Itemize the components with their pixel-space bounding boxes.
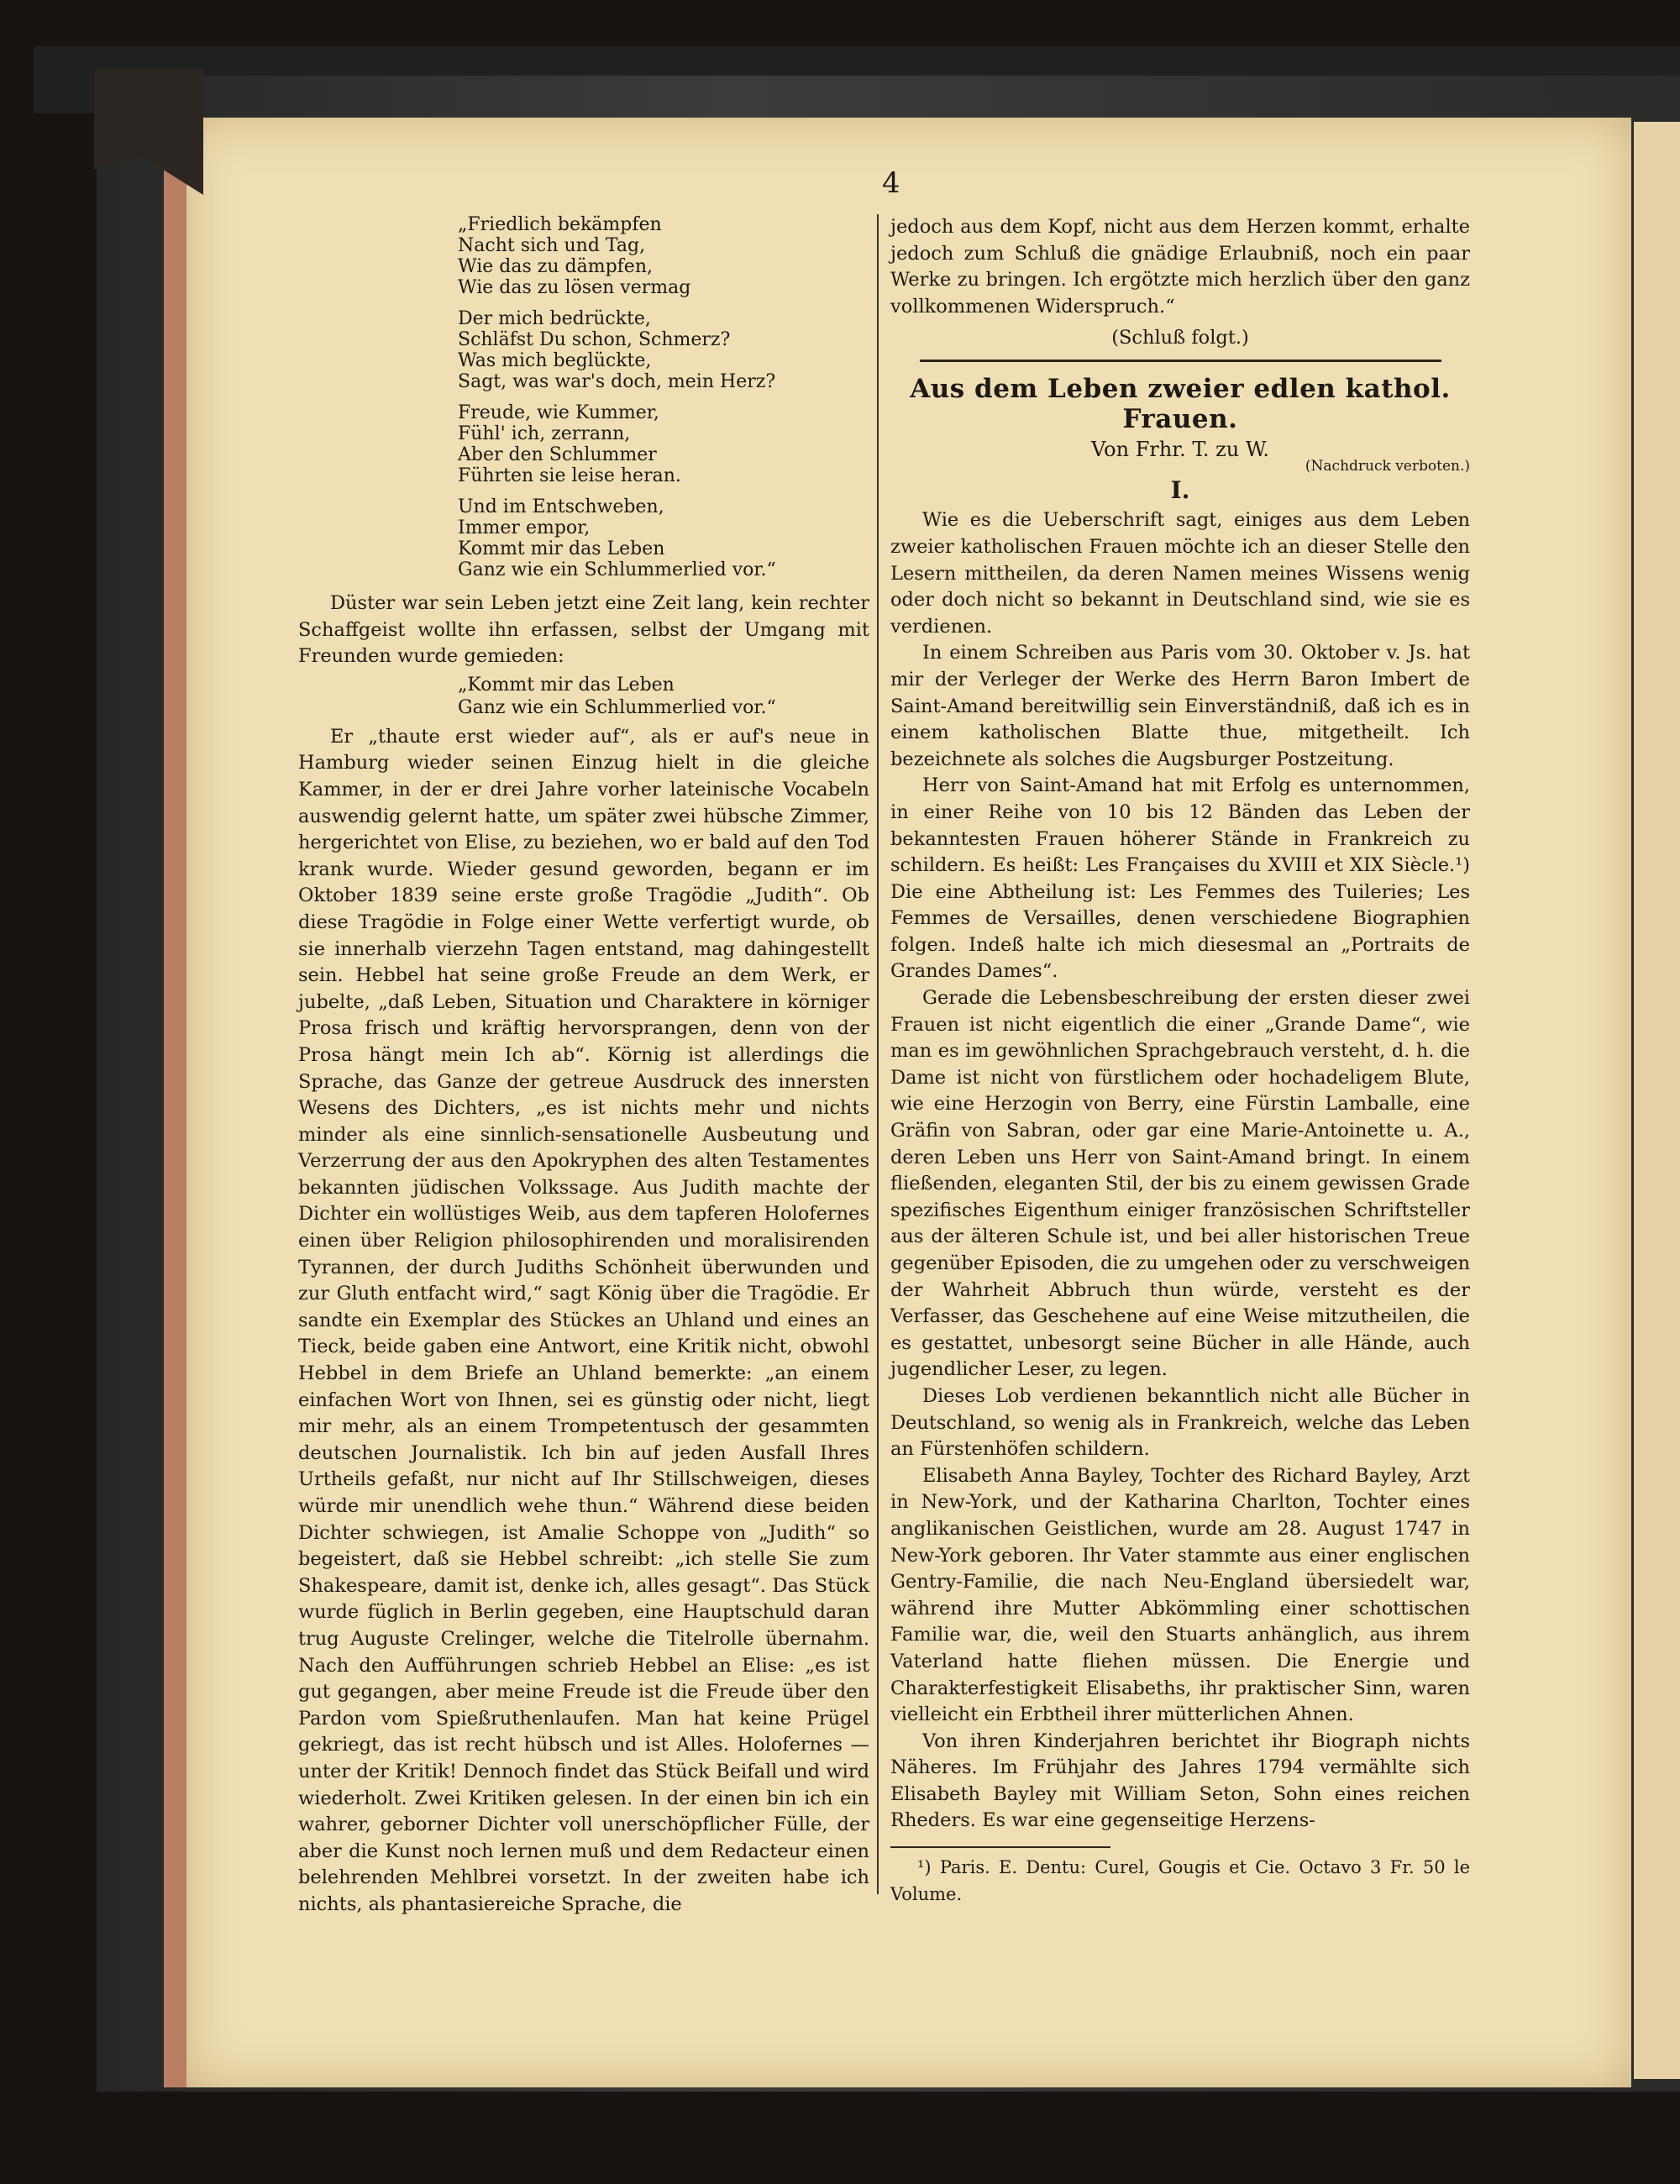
section-number: I. [1170,476,1190,505]
poem-stanza [458,496,869,580]
facing-page-edge [1634,122,1680,2079]
paragraph: In einem Schreiben aus Paris vom 30. Oktober v. Js. hat mir der Verleger der Werke des Herrn Baron Imbert de Saint-Amand bereitwillig sein Einverständniß, daß ich es in einem katholischen Blatte thue, mitgetheilt. Ich bezeichnete als solches die Augsburger Postzeitung. [890,642,1470,770]
paragraph: Von ihren Kinderjahren berichtet ihr Biograph nichts Näheres. Im Frühjahr des Jahres 1794 vermählte sich Elisabeth Bayley mit William Seton, Sohn eines reichen Rheders. Es war eine gegenseitige Herzens- [890,1730,1470,1832]
poem-line: Wie das zu dämpfen, [458,256,653,277]
paragraph: Er „thaute erst wieder auf“, als er auf's neue in Hamburg wieder seinen Einzug hielt in die gleiche Kammer, in der er drei Jahre vorher lateinische Vocabeln auswendig gelernt hatte, um später zwei hübsche Zimmer, hergerichtet von Elise, zu beziehen, wo er bald auf den Tod krank wurde. Wieder gesund geworden, begann er im Oktober 1839 seine erste große Tragödie „Judith“. Ob diese Tragödie in Folge einer Wette verfertigt wurde, ob sie innerhalb vierzehn Tagen entstand, mag dahingestellt sein. Hebbel hat seine große Freude an dem Werk, er jubelte, „daß Leben, Situation und Charaktere in körniger Prosa frisch und kräftig hervorsprangen, denn von der Prosa hängt mein Ich ab“. Körnig ist allerdings die Sprache, das Ganze der getreue Ausdruck des innersten Wesens des Dichters, „es ist nichts mehr und nichts minder als eine sinnlich-sensationelle Ausbeutung und Verzerrung der aus den Apokryphen des alten Testamentes bekannten jüdischen Volkssage. Aus Judith machte der Dichter ein wollüstiges Weib, aus dem tapferen Holofernes einen über Religion philosophirenden und moralisirenden Tyrannen, der durch Judiths Schönheit überwunden und zur Gluth entfacht wird,“ sagt König über die Tragödie. Er sandte ein Exemplar des Stückes an Uhland und eines an Tieck, beide gaben eine Antwort, eine Kritik nicht, obwohl Hebbel in dem Briefe an Uhland bemerkte: „an einem einfachen Wort von Ihnen, sei es günstig oder nicht, liegt mir mehr, als an einem Trompetentusch der gesammten deutschen Journalistik. Ich bin auf jeden Ausfall Ihres Urtheils gefaßt, nur nicht auf Ihr Stillschweigen, dieses würde mir unendlich wehe thun.“ Während diese beiden Dichter schwiegen, ist Amalie Schoppe von „Judith“ so begeistert, daß sie Hebbel schreibt: „ich stelle Sie zum Shakespeare, damit ist, denke ich, alles gesagt“. Das Stück wurde füglich in Berlin gegeben, eine Hauptschuld daran trug Auguste Crelinger, welche die Titelrolle übernahm. Nach den Aufführungen schrieb Hebbel an Elise: „es ist gut gegangen, aber meine Freude ist die Freude über den Pardon vom Spießruthenlaufen. Man hat keine Prügel gekriegt, das ist recht hübsch und ist Alles. Holofernes — unter der Kritik! Dennoch findet das Stück Beifall und wird wiederholt. Zwei Kritiken gelesen. In der einen bin ich ein wahrer, geborner Dichter voll unerschöpflicher Fülle, der aber die Kunst noch lernen muß und dem Redacteur einen belehrenden Mehlbrei vorsetzt. In der zweiten habe ich nichts, als phantasiereiche Sprache, die [298,725,869,1915]
poem-line: Nacht sich und Tag, [458,235,646,256]
paragraph: Elisabeth Anna Bayley, Tochter des Richard Bayley, Arzt in New-York, und der Katharina Charlton, Tochter eines anglikanischen Geistlichen, wurde am 28. August 1747 in New-York geboren. Ihr Vater stammte aus einer englischen Gentry-Familie, die nach Neu-England übersiedelt war, während ihre Mutter Abkömmling einer schottischen Familie war, die, weil den Stuarts anhänglich, aus ihrem Vaterland hatte fliehen müssen. Die Energie und Charakterfestigkeit Elisabeths, ihr praktischer Sinn, waren vielleicht ein Erbtheil ihrer mütterlichen Ahnen. [890,1464,1470,1726]
article-author: Von Frhr. T. zu W. [1091,438,1269,462]
to-be-continued-note: (Schluß folgt.) [1111,327,1249,349]
reprint-note: (Nachdruck verboten.) [1305,458,1470,475]
poem-stanza [458,214,869,298]
column-divider [877,214,879,1894]
poem-line: „Friedlich bekämpfen [458,214,662,235]
poem-stanza [458,402,869,486]
poem [458,214,869,580]
footnote-rule [890,1846,1110,1848]
right-column [890,214,1470,1908]
quote-line: Ganz wie ein Schlummerlied vor.“ [458,696,776,718]
article-title: Aus dem Leben zweier edlen kathol. Frauen. [910,374,1451,435]
paragraph: Düster war sein Leben jetzt eine Zeit lang, kein rechter Schaffgeist wollte ihn erfassen, selbst der Umgang mit Freunden wurde gemieden: [298,592,869,668]
poem-line: Schläfst Du schon, Schmerz? [458,329,731,350]
poem-line: Wie das zu lösen vermag [458,277,691,298]
poem-line: Und im Entschweben, [458,496,664,517]
poem-line: Freude, wie Kummer, [458,402,659,423]
page-number: 4 [882,166,900,200]
quote-line: „Kommt mir das Leben [458,674,675,696]
poem-line: Der mich bedrückte, [458,308,651,329]
continued-text: jedoch aus dem Kopf, nicht aus dem Herzen kommt, erhalte jedoch zum Schluß die gnädige Erlaubniß, noch ein paar Werke zu bringen. Ich ergötzte mich herzlich über den ganz vollkommenen Widerspruch.“ [890,216,1470,318]
paragraph: Dieses Lob verdienen bekanntlich nicht alle Bücher in Deutschland, so wenig als in Frankreich, welche das Leben an Fürstenhöfen schildern. [890,1384,1470,1461]
block-quote [458,674,869,719]
poem-line: Aber den Schlummer [458,444,657,465]
poem-line: Ganz wie ein Schlummerlied vor.“ [458,559,776,580]
footnote-text: ¹) Paris. E. Dentu: Curel, Gougis et Cie. Octavo 3 Fr. 50 le Volume. [890,1857,1470,1904]
poem-line: Immer empor, [458,517,591,538]
left-column [298,214,869,1919]
poem-line: Kommt mir das Leben [458,538,665,559]
poem-line: Sagt, was war's doch, mein Herz? [458,371,776,392]
poem-line: Fühl' ich, zerrann, [458,423,631,444]
poem-stanza [458,308,869,392]
poem-line: Was mich beglückte, [458,350,652,371]
section-rule [920,360,1441,362]
poem-line: Führten sie leise heran. [458,465,681,486]
paragraph: Herr von Saint-Amand hat mit Erfolg es unternommen, in einer Reihe von 10 bis 12 Bänden das Leben der bekanntesten Frauen höherer Stände in Frankreich zu schildern. Es heißt: Les Françaises du XVIII et XIX Siècle.¹) Die eine Abtheilung ist: Les Femmes des Tuileries; Les Femmes de Versailles, denen verschiedene Biographien folgen. Indeß halte ich mich diesesmal an „Portraits de Grandes Dames“. [890,774,1470,983]
paragraph: Wie es die Ueberschrift sagt, einiges aus dem Leben zweier katholischen Frauen möchte ich an dieser Stelle den Lesern mittheilen, da deren Namen meines Wissens wenig oder doch nicht so bekannt in Deutschland sind, wie sie es verdienen. [890,509,1470,638]
paragraph: Gerade die Lebensbeschreibung der ersten dieser zwei Frauen ist nicht eigentlich die einer „Grande Dame“, wie man es im gewöhnlichen Sprachgebrauch versteht, d. h. die Dame ist nicht von fürstlichem oder hochadeligem Blute, wie eine Herzogin von Berry, eine Fürstin Lamballe, eine Gräfin von Sabran, oder gar eine Marie-Antoinette u. A., deren Leben uns Herr von Saint-Amand bringt. In einem fließenden, eleganten Stil, der bis zu einem gewissen Grade spezifisches Eigenthum einiger französischen Schriftsteller aus der älteren Schule ist, und bei aller historischen Treue gegenüber Episoden, die zu umgehen oder zu verschweigen der Wahrheit Abbruch thun würde, versteht es der Verfasser, das Geschehene auf eine Weise mitzutheilen, die es gestattet, unbesorgt seine Bücher in alle Hände, auch jugendlicher Leser, zu legen. [890,987,1470,1381]
footnote [890,1855,1470,1908]
